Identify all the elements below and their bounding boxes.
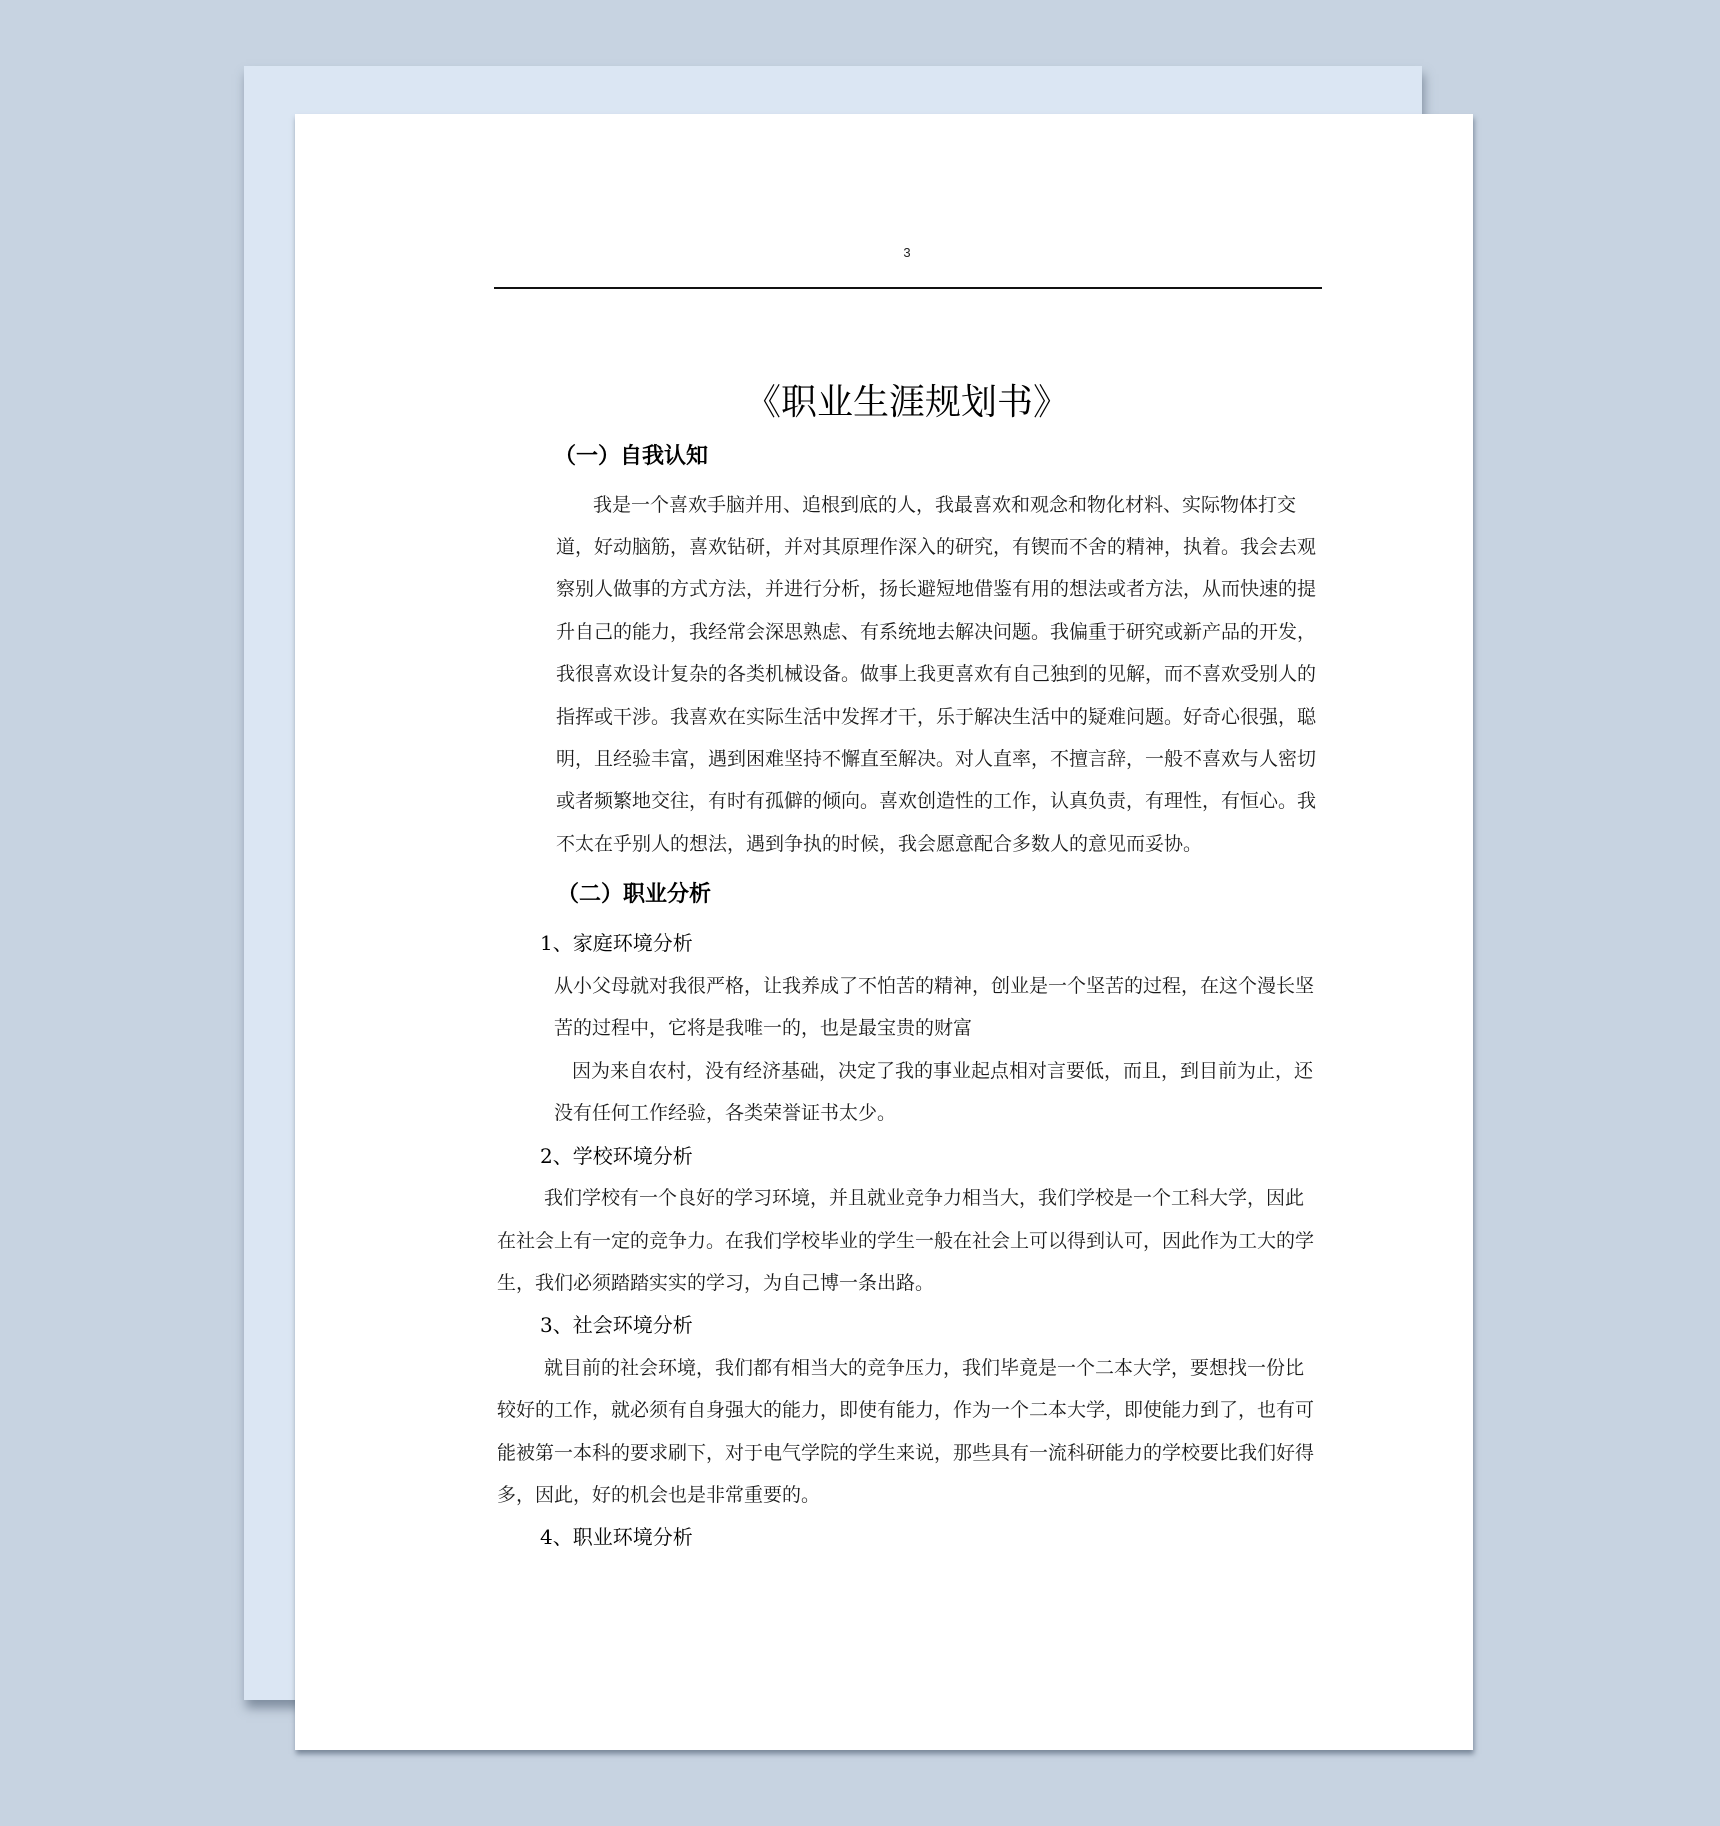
header-rule <box>494 287 1322 289</box>
paragraph-line: 升自己的能力，我经常会深思熟虑、有系统地去解决问题。我偏重于研究或新产品的开发， <box>556 621 1317 643</box>
paragraph-line: 就目前的社会环境，我们都有相当大的竞争压力，我们毕竟是一个二本大学，要想找一份比 <box>544 1357 1305 1379</box>
paragraph-line: 道，好动脑筋，喜欢钻研，并对其原理作深入的研究，有锲而不舍的精神，执着。我会去观 <box>556 536 1317 558</box>
subheading-family-environment: 1、家庭环境分析 <box>540 931 693 955</box>
paragraph-line: 明，且经验丰富，遇到困难坚持不懈直至解决。对人直率，不擅言辞，一般不喜欢与人密切 <box>556 748 1317 770</box>
document-page <box>295 114 1473 1750</box>
paragraph-line: 因为来自农村，没有经济基础，决定了我的事业起点相对言要低，而且，到目前为止，还 <box>572 1060 1314 1082</box>
paragraph-line: 没有任何工作经验，各类荣誉证书太少。 <box>554 1102 897 1124</box>
paragraph-line: 或者频繁地交往，有时有孤僻的倾向。喜欢创造性的工作，认真负责，有理性，有恒心。我 <box>556 790 1317 812</box>
paragraph-line: 在社会上有一定的竞争力。在我们学校毕业的学生一般在社会上可以得到认可，因此作为工大的学 <box>497 1230 1315 1252</box>
subheading-career-environment: 4、职业环境分析 <box>540 1525 693 1549</box>
paragraph-line: 不太在乎别人的想法，遇到争执的时候，我会愿意配合多数人的意见而妥协。 <box>556 833 1203 855</box>
paragraph-line: 从小父母就对我很严格，让我养成了不怕苦的精神，创业是一个坚苦的过程，在这个漫长坚 <box>554 975 1315 997</box>
section-heading-self-awareness: （一）自我认知 <box>554 444 709 469</box>
paragraph-line: 能被第一本科的要求刷下，对于电气学院的学生来说，那些具有一流科研能力的学校要比我们好得 <box>497 1442 1315 1464</box>
paragraph-line: 较好的工作，就必须有自身强大的能力，即使有能力，作为一个二本大学，即使能力到了，也有可 <box>497 1399 1315 1421</box>
paragraph-line: 生，我们必须踏踏实实的学习，为自己博一条出路。 <box>497 1272 935 1294</box>
paragraph-line: 我很喜欢设计复杂的各类机械设备。做事上我更喜欢有自己独到的见解，而不喜欢受别人的 <box>556 663 1317 685</box>
paragraph-line: 多，因此，好的机会也是非常重要的。 <box>497 1484 821 1506</box>
subheading-school-environment: 2、学校环境分析 <box>540 1144 693 1168</box>
section-heading-career-analysis: （二）职业分析 <box>557 882 712 907</box>
paragraph-line: 察别人做事的方式方法，并进行分析，扬长避短地借鉴有用的想法或者方法，从而快速的提 <box>556 578 1317 600</box>
paragraph-line: 我们学校有一个良好的学习环境，并且就业竞争力相当大，我们学校是一个工科大学，因此 <box>544 1187 1305 1209</box>
subheading-social-environment: 3、社会环境分析 <box>540 1313 693 1337</box>
paragraph-line: 指挥或干涉。我喜欢在实际生活中发挥才干，乐于解决生活中的疑难问题。好奇心很强，聪 <box>556 706 1317 728</box>
page-number: 3 <box>903 245 911 260</box>
paragraph-line: 苦的过程中，它将是我唯一的，也是最宝贵的财富 <box>554 1017 973 1039</box>
paragraph-line: 我是一个喜欢手脑并用、追根到底的人，我最喜欢和观念和物化材料、实际物体打交 <box>593 494 1297 516</box>
document-title: 《职业生涯规划书》 <box>744 382 1069 423</box>
